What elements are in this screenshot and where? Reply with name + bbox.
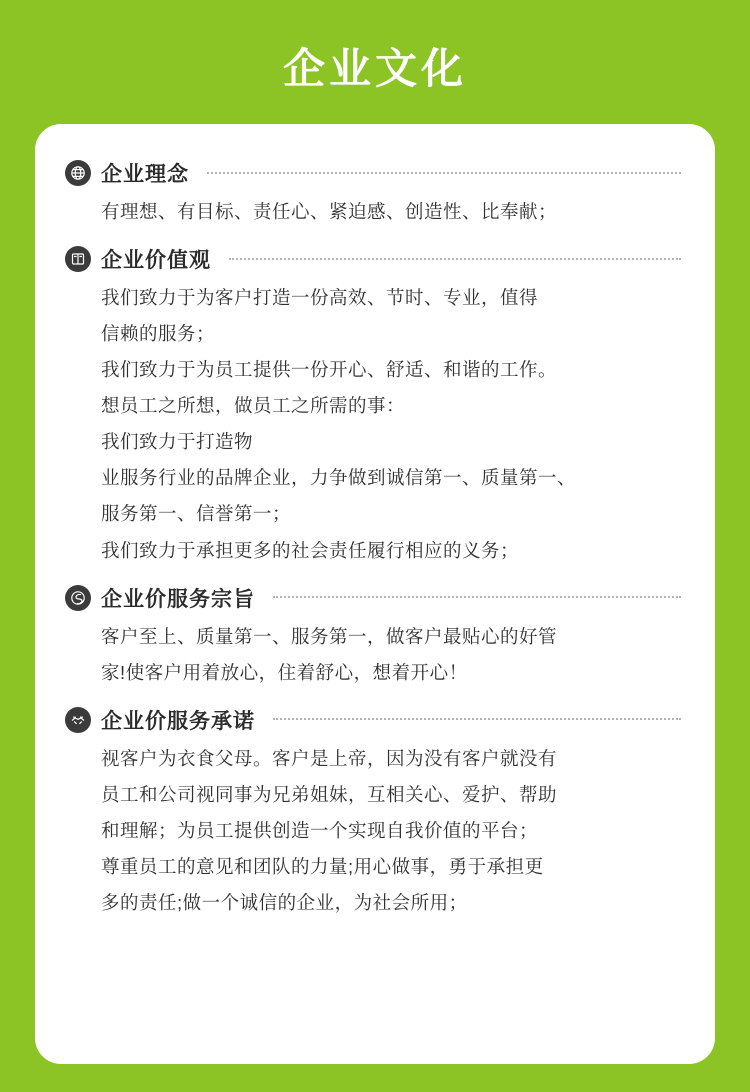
body-line: 有理想、有目标、责任心、紧迫感、创造性、比奉献； bbox=[101, 201, 558, 222]
section-title: 企业价服务宗旨 bbox=[101, 587, 255, 611]
section-body bbox=[101, 280, 681, 569]
body-line: 我们致力于为员工提供一份开心、舒适、和谐的工作。 bbox=[101, 359, 558, 381]
handshake-icon bbox=[65, 707, 91, 733]
body-line: 信赖的服务； bbox=[101, 323, 216, 345]
body-line: 我们致力于承担更多的社会责任履行相应的义务； bbox=[101, 539, 520, 561]
section-body bbox=[101, 619, 681, 691]
section-corporate-philosophy bbox=[65, 158, 685, 230]
body-line: 业服务行业的品牌企业，力争做到诚信第一、质量第一、 bbox=[101, 467, 577, 489]
section-header bbox=[65, 705, 685, 735]
section-title: 企业价服务承诺 bbox=[101, 709, 255, 733]
body-line: 想员工之所想，做员工之所需的事： bbox=[101, 395, 406, 417]
dotted-divider bbox=[273, 718, 681, 721]
section-title: 企业价值观 bbox=[101, 249, 211, 273]
body-line: 多的责任;做一个诚信的企业，为社会所用； bbox=[101, 891, 468, 913]
body-line: 我们致力于打造物 bbox=[101, 431, 254, 453]
globe-icon bbox=[65, 160, 91, 186]
body-line: 和理解；为员工提供创造一个实现自我价值的平台； bbox=[101, 819, 539, 841]
section-corporate-values bbox=[65, 244, 685, 569]
section-title: 企业理念 bbox=[101, 163, 189, 186]
content-card bbox=[35, 124, 715, 1064]
dotted-divider bbox=[273, 596, 681, 599]
section-service-purpose bbox=[65, 583, 685, 691]
dotted-divider bbox=[229, 258, 681, 261]
section-body bbox=[101, 194, 681, 230]
book-icon bbox=[65, 246, 91, 272]
section-header bbox=[65, 244, 685, 274]
body-line: 员工和公司视同事为兄弟姐妹，互相关心、爱护、帮助 bbox=[101, 783, 558, 805]
body-line: 服务第一、信誉第一； bbox=[101, 503, 292, 525]
section-header bbox=[65, 583, 685, 613]
body-line: 家!使客户用着放心，住着舒心，想着开心！ bbox=[101, 661, 468, 683]
page-title: 企业文化 bbox=[282, 45, 467, 92]
body-line: 我们致力于为客户打造一份高效、节时、专业，值得 bbox=[101, 287, 539, 309]
dotted-divider bbox=[207, 172, 681, 175]
section-service-commitment bbox=[65, 705, 685, 921]
body-line: 客户至上、质量第一、服务第一，做客户最贴心的好管 bbox=[101, 625, 558, 647]
body-line: 尊重员工的意见和团队的力量;用心做事，勇于承担更 bbox=[101, 855, 544, 877]
body-line: 视客户为衣食父母。客户是上帝，因为没有客户就没有 bbox=[101, 747, 558, 769]
section-header bbox=[65, 158, 685, 188]
target-icon bbox=[65, 585, 91, 611]
section-body bbox=[101, 741, 681, 921]
